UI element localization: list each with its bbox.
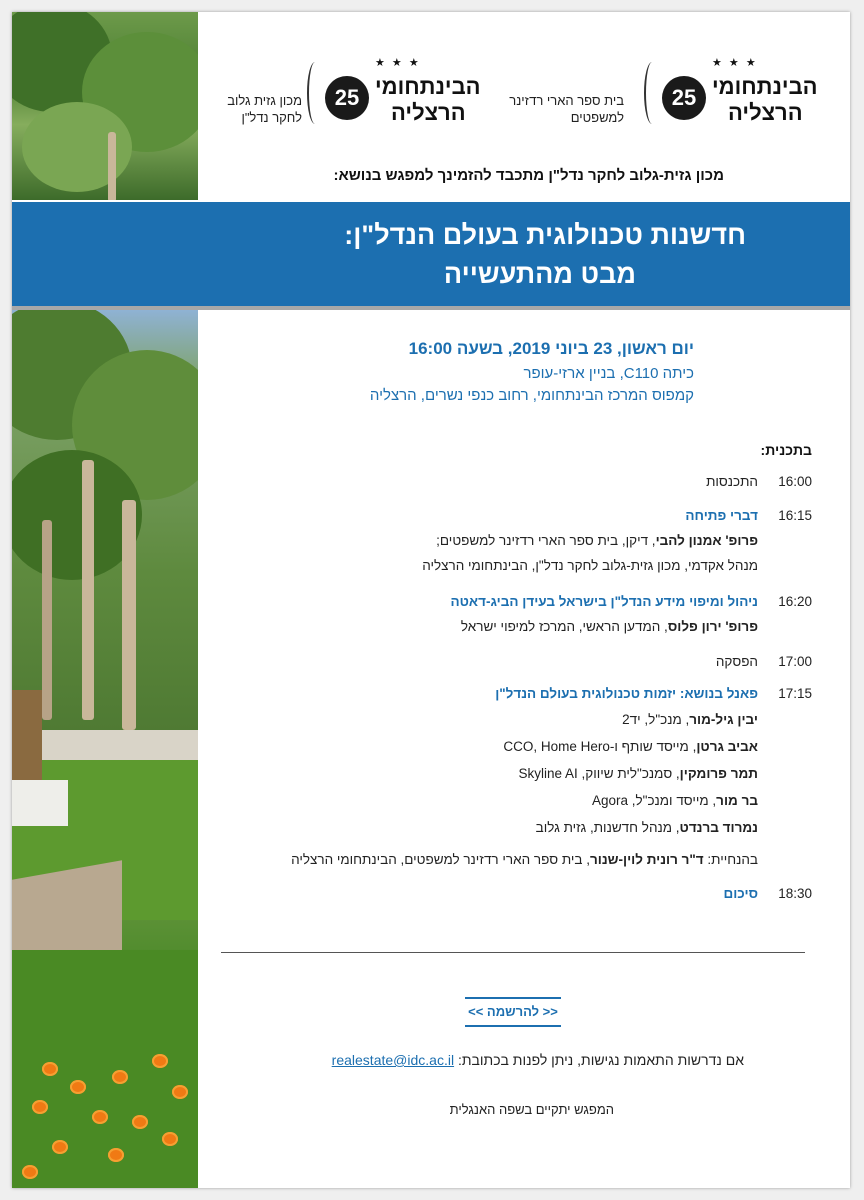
program-label: פאנל בנושא: יזמות טכנולוגית בעולם הנדל"ן bbox=[495, 686, 758, 701]
panelist-role: , מייסד שותף ו-CCO, Home Hero bbox=[503, 739, 697, 754]
moderator-role: , בית ספר הארי רדזינר למשפטים, הבינתחומי הרצליה bbox=[291, 852, 590, 867]
law-school-subtitle-line1: בית ספר הארי רדזינר bbox=[509, 93, 624, 108]
speaker-name: פרופ' אמנון להבי bbox=[655, 533, 758, 548]
panelist-role: , סמנכ"לית שיווק, Skyline AI bbox=[518, 766, 680, 781]
moderator-prefix: בהנחיית: bbox=[703, 852, 758, 867]
program-time: 17:15 bbox=[778, 686, 812, 701]
panelist-name: תמר פרומקין bbox=[679, 766, 758, 781]
event-address: קמפוס המרכז הבינתחומי, רחוב כנפי נשרים, הרצליה bbox=[369, 387, 694, 404]
event-title-line1: חדשנות טכנולוגית בעולם הנדל"ן: bbox=[344, 220, 746, 250]
panelist bbox=[536, 820, 758, 835]
divider-line bbox=[221, 952, 805, 953]
gazit-globe-logo bbox=[297, 56, 497, 136]
opening-speaker-role-line2: מנהל אקדמי, מכון גזית-גלוב לחקר נדל"ן, הבינתחומי הרצליה bbox=[422, 558, 758, 573]
event-date: יום ראשון, 23 ביוני 2019, בשעה 16:00 bbox=[408, 339, 694, 358]
idc-25-logo-mark: 25 bbox=[325, 76, 369, 120]
stars-icon: ★ ★ ★ bbox=[375, 57, 421, 69]
panelist-name: נמרוד ברנדט bbox=[679, 820, 758, 835]
program-time: 18:30 bbox=[778, 886, 812, 901]
logo-bracket bbox=[307, 62, 323, 124]
program-label: סיכום bbox=[723, 886, 758, 901]
panelist-role: , מייסד ומנכ"ל, Agora bbox=[591, 793, 717, 808]
panelist bbox=[518, 766, 758, 781]
gazit-subtitle-line1: מכון גזית גלוב bbox=[227, 93, 302, 108]
data-speaker bbox=[461, 619, 758, 634]
accessibility-contact bbox=[332, 1052, 744, 1068]
speaker-role: , דיקן, בית ספר הארי רדזינר למשפטים; bbox=[436, 533, 656, 548]
invitation-card bbox=[12, 12, 850, 1188]
opening-speaker bbox=[436, 533, 758, 548]
panelist-role: , מנהל חדשנות, גזית גלוב bbox=[535, 820, 680, 835]
law-school-logo bbox=[632, 56, 832, 136]
program-time: 16:15 bbox=[778, 508, 812, 523]
program-time: 16:00 bbox=[778, 474, 812, 489]
program-label: התכנסות bbox=[706, 474, 758, 489]
moderator bbox=[291, 852, 758, 867]
gazit-globe-subtitle bbox=[198, 56, 308, 136]
contact-email-link[interactable]: realestate@idc.ac.il bbox=[331, 1052, 455, 1068]
banner-divider bbox=[12, 306, 850, 310]
logo-name-line1: הבינתחומי bbox=[375, 74, 481, 99]
program-time: 16:20 bbox=[778, 594, 812, 609]
event-title-line2: מבט מהתעשייה bbox=[443, 259, 636, 289]
program-label: ניהול ומיפוי מידע הנדל"ן בישראל בעידן הביג-דאטה bbox=[450, 594, 758, 609]
program-label: הפסקה bbox=[715, 654, 758, 669]
event-room: כיתה C110, בניין ארזי-עופר bbox=[523, 365, 694, 382]
panelist bbox=[503, 739, 758, 754]
logo-name-line1: הבינתחומי bbox=[712, 74, 818, 99]
panelist-name: אביב גרטן bbox=[696, 739, 758, 754]
program-time: 17:00 bbox=[778, 654, 812, 669]
logo-name-line2: הרצליה bbox=[728, 100, 803, 125]
contact-text: אם נדרשות התאמות נגישות, ניתן לפנות בכתובת: bbox=[454, 1052, 744, 1068]
panelist-name: בר מור bbox=[716, 793, 758, 808]
program-label: דברי פתיחה bbox=[685, 508, 758, 523]
idc-25-logo-mark: 25 bbox=[662, 76, 706, 120]
program-title: בתכנית: bbox=[760, 442, 812, 458]
panelist bbox=[622, 712, 758, 727]
stars-icon: ★ ★ ★ bbox=[712, 57, 758, 69]
speaker-name: פרופ' ירון פלוס bbox=[667, 619, 758, 634]
panelist bbox=[592, 793, 758, 808]
moderator-name: ד"ר רונית לוין-שנור bbox=[589, 852, 704, 867]
register-link[interactable]: << להרשמה >> bbox=[465, 997, 561, 1027]
title-banner bbox=[12, 202, 850, 306]
law-school-subtitle-line2: למשפטים bbox=[570, 110, 624, 125]
trees-photo-top bbox=[12, 12, 198, 200]
campus-photo bbox=[12, 310, 198, 1188]
gazit-subtitle-line2: לחקר נדל"ן bbox=[241, 110, 302, 125]
logo-name-line2: הרצליה bbox=[391, 100, 466, 125]
language-note: המפגש יתקיים בשפה האנגלית bbox=[449, 1102, 614, 1117]
law-school-subtitle bbox=[502, 56, 632, 136]
logo-bracket bbox=[644, 62, 660, 124]
speaker-role: , המדען הראשי, המרכז למיפוי ישראל bbox=[460, 619, 668, 634]
panelist-name: יבין גיל-מור bbox=[689, 712, 758, 727]
panelist-role: , מנכ"ל, יד2 bbox=[622, 712, 690, 727]
invitation-text: מכון גזית-גלוב לחקר נדל"ן מתכבד להזמינך למפגש בנושא: bbox=[333, 167, 724, 184]
